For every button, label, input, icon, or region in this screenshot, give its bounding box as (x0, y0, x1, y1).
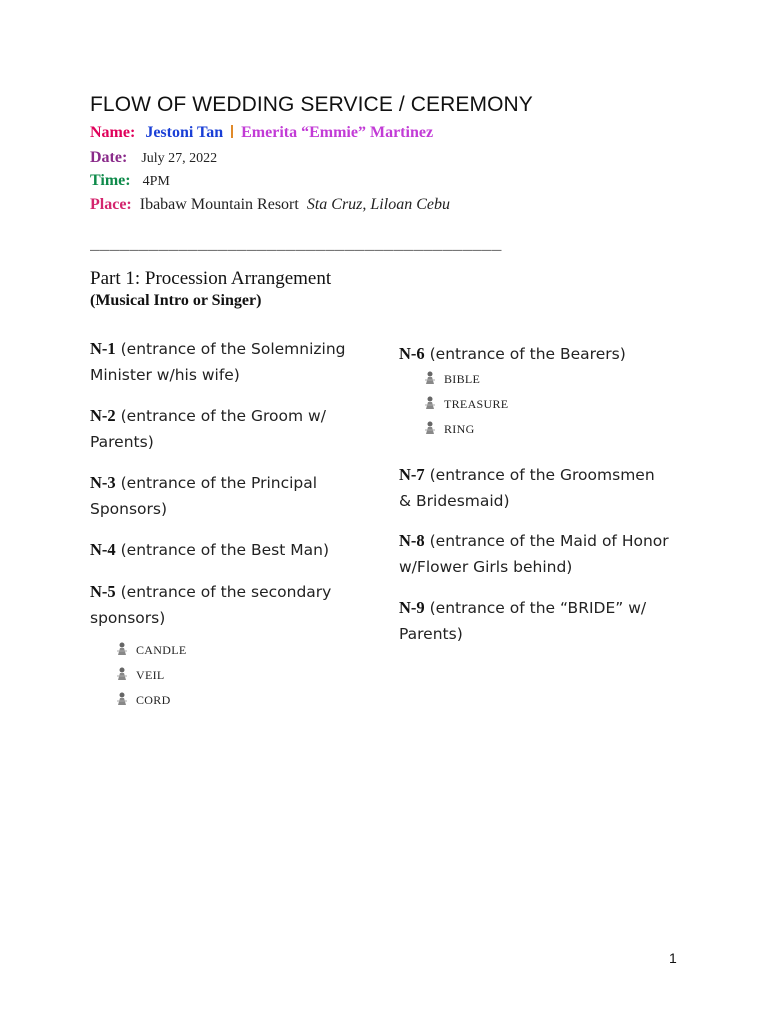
entry-code: N-4 (90, 540, 116, 559)
bride-groom-figure-icon (116, 642, 128, 656)
entry-n2 (90, 403, 360, 455)
date-line (90, 149, 217, 167)
entry-text: (entrance of the Groomsmen & Bridesmaid) (399, 466, 655, 510)
entry-code: N-9 (399, 598, 425, 617)
bride-groom-figure-icon (424, 421, 436, 435)
name-separator (231, 125, 233, 138)
entry-text: (entrance of the Solemnizing Minister w/his wife) (90, 340, 346, 384)
bullet-label: CORD (136, 693, 171, 707)
entry-n4 (90, 537, 360, 563)
bullet-label: BIBLE (444, 372, 481, 386)
entry-text: (entrance of the “BRIDE” w/ Parents) (399, 599, 647, 643)
entry-text: (entrance of the Bearers) (429, 345, 626, 363)
bullet-item (116, 667, 165, 683)
place-line (90, 196, 450, 214)
entry-text: (entrance of the Best Man) (120, 541, 329, 559)
entry-code: N-2 (90, 406, 116, 425)
bullet-label: CANDLE (136, 643, 187, 657)
bullet-item (424, 371, 480, 387)
entry-n9 (399, 595, 669, 647)
entry-n8 (399, 528, 669, 580)
separator-rule: __________________________________________ (90, 238, 502, 252)
bride-groom-figure-icon (424, 396, 436, 410)
bride-groom-figure-icon (116, 667, 128, 681)
entry-code: N-3 (90, 473, 116, 492)
part-title: Part 1: Procession Arrangement (90, 268, 332, 289)
name-label: Name: (90, 124, 136, 141)
entry-n6 (399, 341, 669, 367)
entry-text: (entrance of the Maid of Honor w/Flower Girls behind) (399, 532, 669, 576)
bullet-item (116, 642, 186, 658)
bride-groom-figure-icon (424, 371, 436, 385)
entry-n5 (90, 579, 360, 631)
bullet-label: VEIL (136, 668, 165, 682)
time-label: Time: (90, 172, 131, 189)
place-label: Place: (90, 196, 132, 213)
bullet-label: TREASURE (444, 397, 509, 411)
bullet-item (424, 396, 508, 412)
entry-code: N-8 (399, 531, 425, 550)
entry-text: (entrance of the Principal Sponsors) (90, 474, 318, 518)
bride-name: Emerita “Emmie” Martinez (241, 124, 434, 141)
entry-text: (entrance of the Groom w/ Parents) (90, 407, 326, 451)
document-title: FLOW OF WEDDING SERVICE / CEREMONY (90, 93, 533, 116)
place-value: Ibabaw Mountain Resort (139, 196, 299, 213)
groom-name: Jestoni Tan (145, 124, 224, 141)
bride-groom-figure-icon (116, 692, 128, 706)
entry-n3 (90, 470, 360, 522)
entry-code: N-1 (90, 339, 116, 358)
bullet-item (116, 692, 171, 708)
entry-code: N-6 (399, 344, 425, 363)
entry-code: N-7 (399, 465, 425, 484)
part-subtitle: (Musical Intro or Singer) (90, 292, 262, 309)
bullet-label: RING (444, 422, 475, 436)
entry-n1 (90, 336, 360, 388)
date-value: July 27, 2022 (141, 151, 218, 166)
bullet-item (424, 421, 475, 437)
time-line (90, 172, 170, 190)
entry-text: (entrance of the secondary sponsors) (90, 583, 332, 627)
entry-n7 (399, 462, 669, 514)
name-line (90, 124, 433, 142)
page-number: 1 (669, 950, 677, 966)
time-value: 4PM (142, 174, 170, 189)
place-location: Sta Cruz, Liloan Cebu (306, 196, 450, 213)
entry-code: N-5 (90, 582, 116, 601)
date-label: Date: (90, 149, 128, 166)
